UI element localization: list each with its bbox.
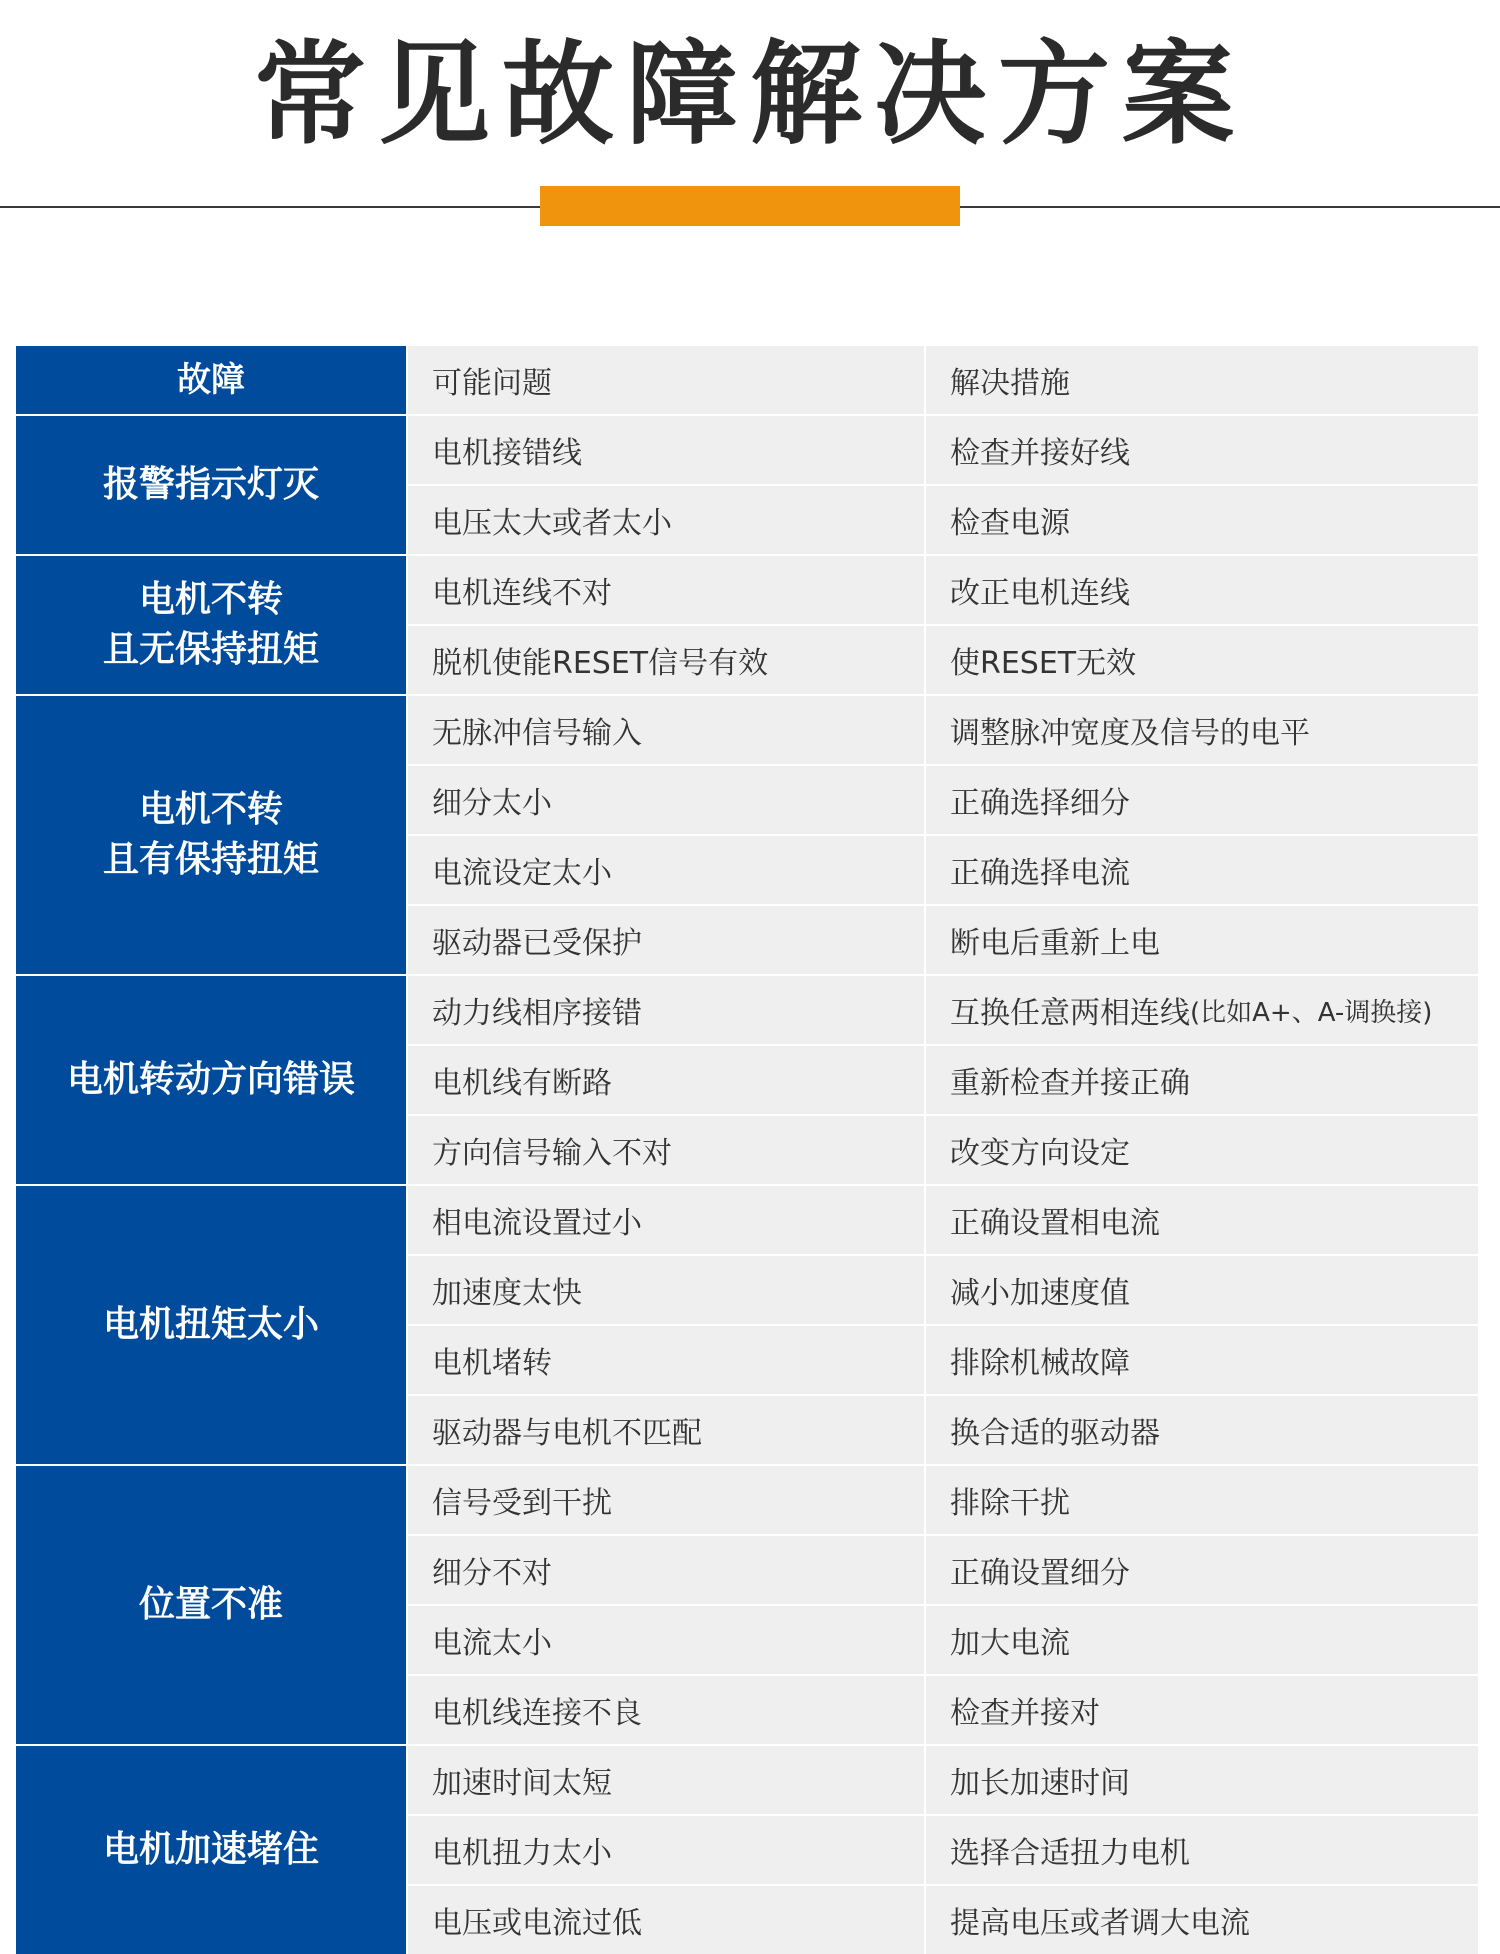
solution-cell: 改正电机连线 [926,556,1478,624]
problem-cell: 电压太大或者太小 [408,486,924,554]
fault-cell: 电机不转 且有保持扭矩 [16,696,406,974]
solution-cell: 正确设置细分 [926,1536,1478,1604]
problem-cell: 电机连线不对 [408,556,924,624]
header-problem: 可能问题 [408,346,924,414]
solution-cell: 改变方向设定 [926,1116,1478,1184]
problem-cell: 加速时间太短 [408,1746,924,1814]
problem-cell: 电机接错线 [408,416,924,484]
fault-cell: 电机不转 且无保持扭矩 [16,556,406,694]
problem-cell: 电流太小 [408,1606,924,1674]
solution-text: 互换任意两相连线 [950,996,1190,1031]
page-header [0,0,1500,240]
fault-cell: 电机扭矩太小 [16,1186,406,1464]
problem-cell: 电机堵转 [408,1326,924,1394]
header-fault: 故障 [16,346,406,414]
problem-cell: 电机扭力太小 [408,1816,924,1884]
fault-cell: 报警指示灯灭 [16,416,406,554]
problem-cell: 无脉冲信号输入 [408,696,924,764]
problem-cell: 信号受到干扰 [408,1466,924,1534]
solution-cell: 加长加速时间 [926,1746,1478,1814]
solution-cell: 提高电压或者调大电流 [926,1886,1478,1954]
header-solution: 解决措施 [926,346,1478,414]
solution-note: (比如A+、A-调换接) [1190,997,1433,1028]
header-accent-bar [540,186,960,226]
problem-cell: 电机线连接不良 [408,1676,924,1744]
fault-cell: 电机转动方向错误 [16,976,406,1184]
solution-cell: 检查电源 [926,486,1478,554]
solution-cell: 排除机械故障 [926,1326,1478,1394]
problem-cell: 动力线相序接错 [408,976,924,1044]
problem-cell: 电压或电流过低 [408,1886,924,1954]
solution-cell: 调整脉冲宽度及信号的电平 [926,696,1478,764]
fault-table [16,346,1478,1954]
page-title: 常见故障解决方案 [254,30,1246,160]
problem-cell: 电机线有断路 [408,1046,924,1114]
problem-cell: 脱机使能RESET信号有效 [408,626,924,694]
problem-cell: 方向信号输入不对 [408,1116,924,1184]
solution-cell: 正确选择电流 [926,836,1478,904]
solution-cell: 重新检查并接正确 [926,1046,1478,1114]
problem-cell: 细分不对 [408,1536,924,1604]
fault-table-grid [16,346,1478,1954]
problem-cell: 加速度太快 [408,1256,924,1324]
problem-cell: 细分太小 [408,766,924,834]
solution-cell: 正确选择细分 [926,766,1478,834]
solution-cell: 选择合适扭力电机 [926,1816,1478,1884]
problem-cell: 相电流设置过小 [408,1186,924,1254]
fault-cell: 位置不准 [16,1466,406,1744]
problem-cell: 驱动器与电机不匹配 [408,1396,924,1464]
problem-cell: 驱动器已受保护 [408,906,924,974]
solution-cell: 检查并接对 [926,1676,1478,1744]
solution-cell: 检查并接好线 [926,416,1478,484]
solution-cell: 减小加速度值 [926,1256,1478,1324]
solution-cell: 正确设置相电流 [926,1186,1478,1254]
solution-cell: 使RESET无效 [926,626,1478,694]
solution-cell: 换合适的驱动器 [926,1396,1478,1464]
solution-cell: 加大电流 [926,1606,1478,1674]
solution-cell: 排除干扰 [926,1466,1478,1534]
solution-cell: 断电后重新上电 [926,906,1478,974]
problem-cell: 电流设定太小 [408,836,924,904]
fault-cell: 电机加速堵住 [16,1746,406,1954]
solution-cell [926,976,1478,1044]
